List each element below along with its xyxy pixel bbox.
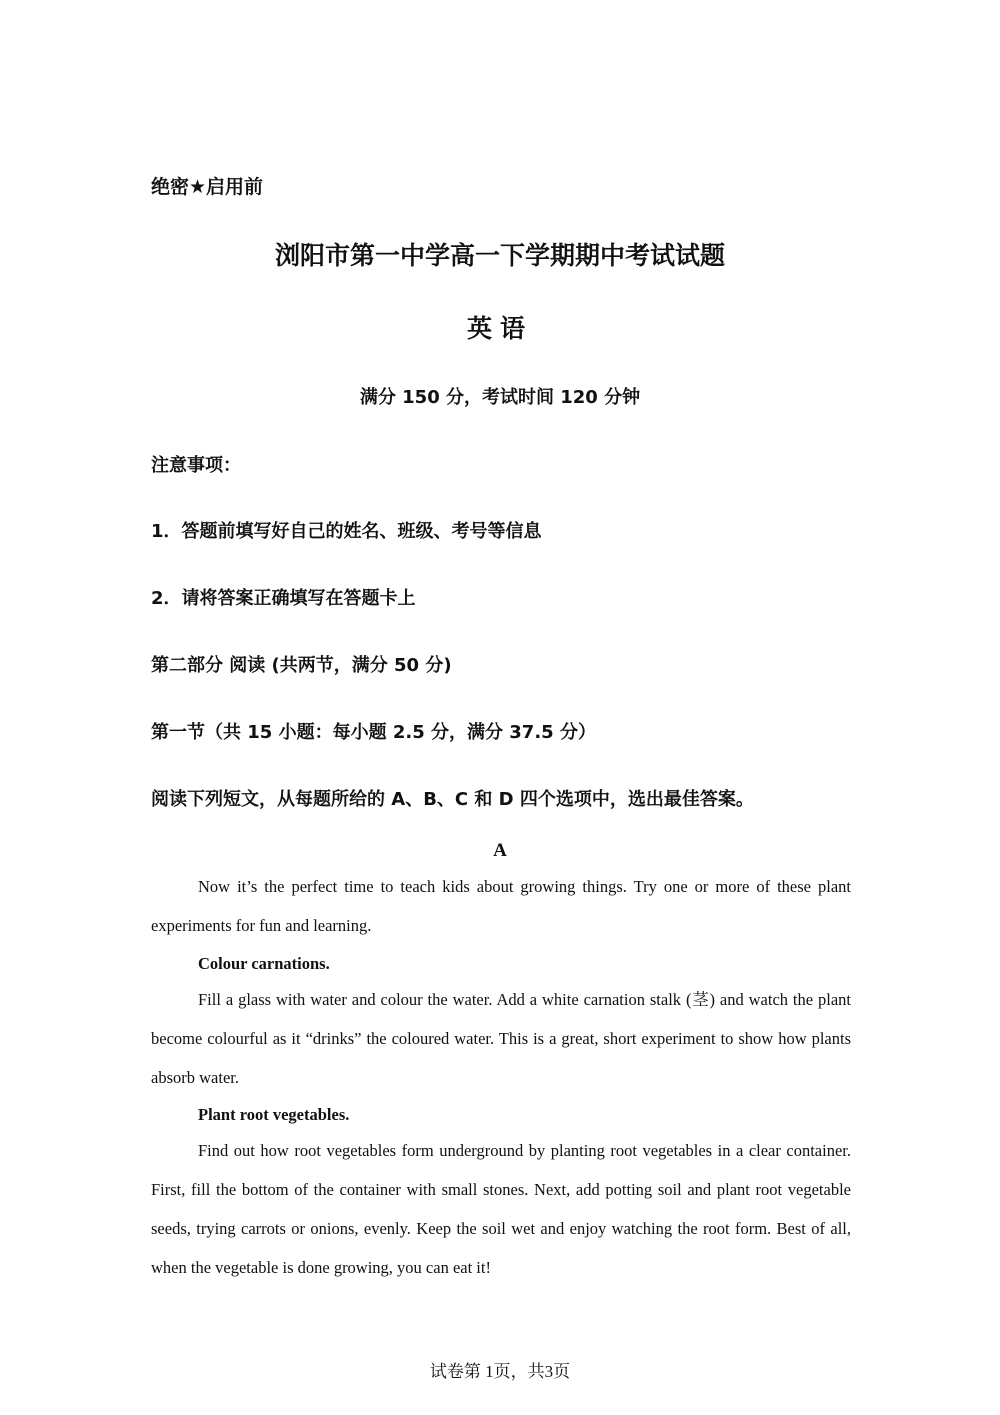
notice-item-1: 1．答题前填写好自己的姓名、班级、考号等信息 [151,521,542,542]
passage-intro: Now it’s the perfect time to teach kids about growing things. Try one or more of these plant experiments for fun and learning. [151,877,851,935]
notice-item-2: 2．请将答案正确填写在答题卡上 [151,588,416,609]
confidential-label: 绝密★启用前 [151,176,264,198]
section-heading: 第一节（共 15 小题：每小题 2.5 分，满分 37.5 分） [151,722,596,743]
experiment-text-colour-carnations: Fill a glass with water and colour the water. Add a white carnation stalk (茎) and watch the plant become colourful as it “drinks” the coloured water. This is a great, short experiment to show how plants absorb water. [151,990,851,1087]
notice-heading: 注意事项： [151,455,241,476]
reading-instructions: 阅读下列短文，从每题所给的 A、B、C 和 D 四个选项中，选出最佳答案。 [151,789,754,810]
experiment-heading-colour-carnations: Colour carnations. [198,954,330,973]
page-footer: 试卷第 1页，共3页 [429,1362,571,1381]
subject-title: 英语 [466,314,533,343]
passage-letter: A [493,840,507,861]
score-and-time: 满分 150 分，考试时间 120 分钟 [359,387,641,408]
experiment-text-root-vegetables: Find out how root vegetables form underground by planting root vegetables in a clear container. First, fill the bottom of the container with small stones. Next, add potting soil and plant root vegetable seeds, trying carrots or onions, evenly. Keep the soil wet and enjoy watching the root form. Best of all, when the vegetable is done growing, you can eat it! [151,1141,851,1277]
exam-title: 浏阳市第一中学高一下学期期中考试试题 [274,241,725,270]
experiment-heading-root-vegetables: Plant root vegetables. [198,1105,350,1124]
part-heading: 第二部分 阅读 (共两节，满分 50 分) [151,655,452,676]
